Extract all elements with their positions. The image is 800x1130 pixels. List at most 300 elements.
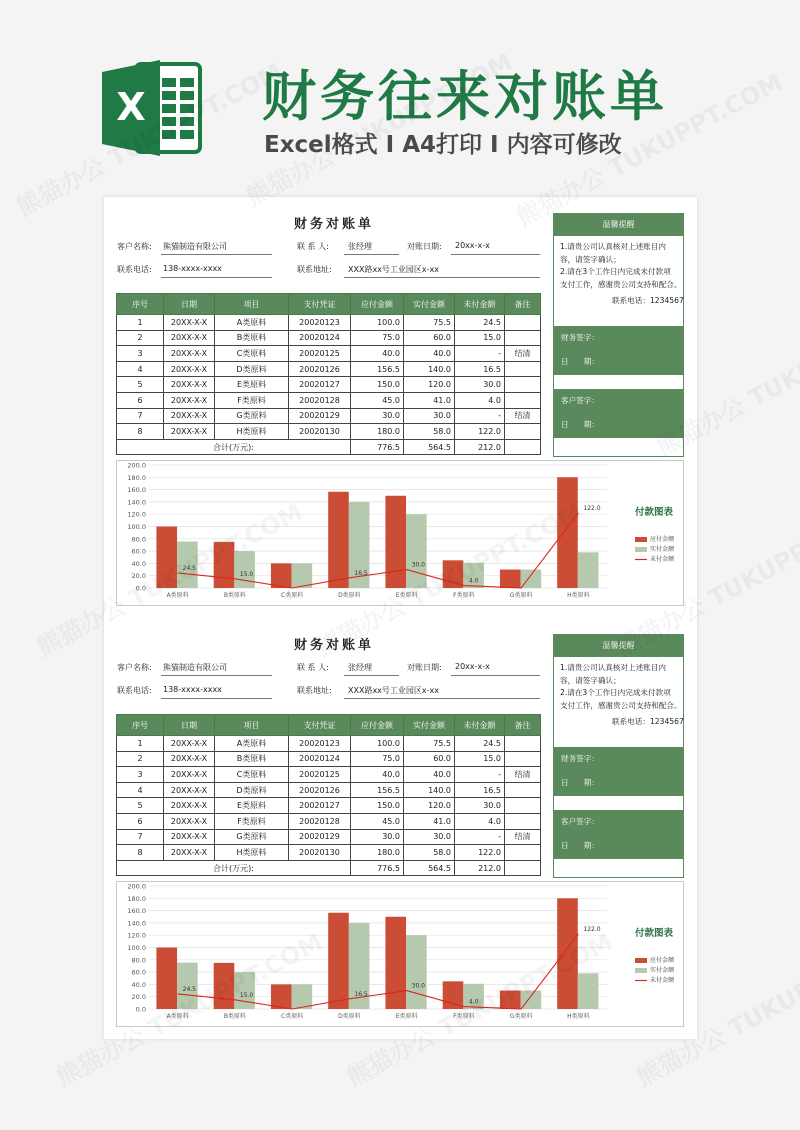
address-value: XXX路xx号工业园区x-xx	[348, 686, 439, 695]
column-header: 未付金额	[455, 294, 505, 315]
bar-due	[214, 963, 235, 1009]
y-tick-label: 40.0	[131, 980, 146, 989]
data-label-unpaid: 15.0	[239, 570, 254, 578]
table-cell: G类原料	[215, 408, 289, 424]
reminder-panel	[553, 213, 684, 457]
chart-title: 付款图表	[635, 928, 674, 939]
doc-title: 财务对账单	[293, 638, 374, 653]
underline	[344, 698, 540, 699]
page-title: 财务往来对账单	[262, 65, 668, 128]
table-cell: 4.0	[455, 392, 505, 408]
table-cell: 20020124	[289, 330, 351, 346]
legend-label: 应付金额	[650, 957, 675, 964]
bar-due	[500, 570, 521, 588]
bar-due	[328, 913, 349, 1009]
x-tick-label: B类原料	[223, 1013, 246, 1020]
customer-sign-box	[554, 389, 683, 438]
reminder-phone: 联系电话：1234567	[612, 717, 684, 726]
table-cell: 180.0	[351, 424, 404, 440]
finance-date-label: 日 期：	[561, 357, 599, 366]
table-cell: F类原料	[215, 813, 289, 829]
bar-paid	[406, 935, 427, 1009]
table-body	[117, 315, 541, 455]
bar-paid	[292, 984, 313, 1009]
data-label-unpaid: 4.0	[468, 577, 479, 585]
total-unpaid: 212.0	[455, 439, 505, 455]
table-row	[117, 315, 541, 331]
reminder-text: 1.请贵公司认真核对上述账目内 容，请签字确认； 2.请在3个工作日内完成未付款项 支付工作，感谢贵公司支持和配合。	[560, 242, 682, 289]
table-cell: 6	[117, 392, 164, 408]
phone-value: 138-xxxx-xxxx	[163, 685, 222, 694]
underline	[451, 675, 540, 676]
table-body	[117, 736, 541, 876]
table-cell	[505, 330, 541, 346]
bar-due	[443, 560, 464, 588]
table-cell: 60.0	[404, 751, 455, 767]
ledger-sheet	[104, 197, 697, 1039]
underline	[161, 277, 272, 278]
finance-date-label: 日 期：	[561, 778, 599, 787]
table-cell: 2	[117, 751, 164, 767]
table-row	[117, 736, 541, 752]
y-tick-label: 120.0	[127, 510, 146, 519]
table-cell: 20XX-X-X	[164, 813, 215, 829]
table-cell: 100.0	[351, 315, 404, 331]
finance-sign-box	[554, 326, 683, 375]
data-label-unpaid: 122.0	[583, 925, 601, 933]
y-tick-label: 140.0	[127, 498, 146, 507]
y-tick-label: 180.0	[127, 894, 146, 903]
ledger-table	[116, 293, 541, 455]
table-cell: 20XX-X-X	[164, 845, 215, 861]
column-header: 项目	[215, 294, 289, 315]
table-cell: 结清	[505, 829, 541, 845]
legend-swatch	[635, 968, 647, 973]
table-cell: 20020128	[289, 392, 351, 408]
x-tick-label: C类原料	[281, 1013, 304, 1020]
table-cell: 结清	[505, 408, 541, 424]
table-cell: 20XX-X-X	[164, 767, 215, 783]
table-cell: 3	[117, 346, 164, 362]
table-row	[117, 751, 541, 767]
table-cell: 15.0	[455, 751, 505, 767]
underline	[161, 254, 272, 255]
table-cell: 20020125	[289, 767, 351, 783]
legend-swatch	[635, 547, 647, 552]
table-cell: 1	[117, 736, 164, 752]
column-header: 应付金额	[351, 294, 404, 315]
data-label-unpaid: 16.5	[354, 569, 368, 577]
column-header: 备注	[505, 715, 541, 736]
table-cell: 20020129	[289, 408, 351, 424]
data-label-unpaid: 30.0	[411, 561, 425, 569]
total-due: 776.5	[351, 860, 404, 876]
legend-label: 未付金额	[650, 556, 675, 563]
payment-chart-svg	[117, 461, 685, 607]
customer-value: 熊猫制造有限公司	[163, 242, 227, 251]
y-tick-label: 180.0	[127, 473, 146, 482]
table-cell: 24.5	[455, 736, 505, 752]
column-header: 支付凭证	[289, 715, 351, 736]
column-header: 日期	[164, 715, 215, 736]
bar-paid	[406, 514, 427, 588]
date-label: 对账日期:	[407, 242, 442, 251]
x-tick-label: D类原料	[338, 1013, 361, 1020]
table-cell: 150.0	[351, 377, 404, 393]
data-label-unpaid: 122.0	[583, 504, 601, 512]
total-paid: 564.5	[404, 860, 455, 876]
x-tick-label: C类原料	[281, 592, 304, 599]
table-cell: 75.5	[404, 315, 455, 331]
table-cell: 122.0	[455, 845, 505, 861]
table-cell: 40.0	[404, 346, 455, 362]
table-cell: 20020124	[289, 751, 351, 767]
table-row	[117, 845, 541, 861]
table-cell: 20XX-X-X	[164, 829, 215, 845]
table-cell: 20XX-X-X	[164, 408, 215, 424]
y-tick-label: 160.0	[127, 907, 146, 916]
bar-due	[271, 563, 292, 588]
reminder-heading: 温馨提醒	[554, 214, 683, 236]
table-cell: 8	[117, 424, 164, 440]
data-label-unpaid: 16.5	[354, 990, 368, 998]
table-cell: 结清	[505, 346, 541, 362]
table-cell: 2	[117, 330, 164, 346]
table-cell: G类原料	[215, 829, 289, 845]
table-cell: 30.0	[404, 408, 455, 424]
customer-sign-label: 客户签字：	[561, 396, 599, 405]
payment-chart-svg	[117, 882, 685, 1028]
finance-sign-label: 财务签字：	[561, 754, 599, 763]
data-label-unpaid: 4.0	[468, 998, 479, 1006]
bar-paid	[578, 973, 599, 1009]
table-cell: 20020127	[289, 798, 351, 814]
table-cell: 结清	[505, 767, 541, 783]
table-cell	[505, 798, 541, 814]
table-cell: 20XX-X-X	[164, 424, 215, 440]
y-tick-label: 160.0	[127, 486, 146, 495]
table-cell: D类原料	[215, 361, 289, 377]
legend-label: 实付金额	[650, 546, 675, 553]
table-cell: 156.5	[351, 361, 404, 377]
data-label-unpaid: 24.5	[182, 985, 196, 993]
column-header: 备注	[505, 294, 541, 315]
table-cell: 20XX-X-X	[164, 392, 215, 408]
total-due: 776.5	[351, 439, 404, 455]
x-tick-label: E类原料	[395, 1013, 418, 1020]
table-cell: -	[455, 767, 505, 783]
table-cell: 24.5	[455, 315, 505, 331]
date-label: 对账日期:	[407, 663, 442, 672]
table-row	[117, 377, 541, 393]
underline	[161, 698, 272, 699]
table-cell: 3	[117, 767, 164, 783]
table-row	[117, 767, 541, 783]
table-cell	[505, 377, 541, 393]
bar-paid	[578, 552, 599, 588]
table-cell: 40.0	[404, 767, 455, 783]
table-cell: 45.0	[351, 392, 404, 408]
data-label-unpaid: 24.5	[182, 564, 196, 572]
table-cell: 30.0	[351, 408, 404, 424]
underline	[344, 675, 399, 676]
table-cell	[505, 751, 541, 767]
y-tick-label: 200.0	[127, 461, 146, 470]
x-tick-label: A类原料	[166, 1013, 189, 1020]
table-cell: 20XX-X-X	[164, 377, 215, 393]
y-tick-label: 20.0	[131, 572, 146, 581]
customer-date-label: 日 期：	[561, 420, 599, 429]
payment-chart	[116, 460, 684, 606]
bar-due	[443, 981, 464, 1009]
y-tick-label: 40.0	[131, 559, 146, 568]
table-cell: D类原料	[215, 782, 289, 798]
y-tick-label: 80.0	[131, 956, 146, 965]
y-tick-label: 0.0	[135, 1005, 146, 1014]
total-paid: 564.5	[404, 439, 455, 455]
table-cell: 140.0	[404, 361, 455, 377]
table-cell	[505, 392, 541, 408]
x-tick-label: H类原料	[567, 592, 590, 599]
total-unpaid: 212.0	[455, 860, 505, 876]
x-tick-label: B类原料	[223, 592, 246, 599]
table-cell: H类原料	[215, 845, 289, 861]
total-label: 合计(万元):	[117, 860, 351, 876]
reminder-heading: 温馨提醒	[554, 635, 683, 657]
table-cell: 41.0	[404, 813, 455, 829]
table-row	[117, 392, 541, 408]
table-cell: -	[455, 408, 505, 424]
table-row	[117, 361, 541, 377]
total-row	[117, 439, 541, 455]
underline	[344, 254, 399, 255]
table-cell: H类原料	[215, 424, 289, 440]
address-label: 联系地址:	[297, 686, 332, 695]
customer-label: 客户名称:	[117, 663, 152, 672]
table-cell: 120.0	[404, 377, 455, 393]
table-row	[117, 330, 541, 346]
column-header: 项目	[215, 715, 289, 736]
table-cell: B类原料	[215, 330, 289, 346]
phone-value: 138-xxxx-xxxx	[163, 264, 222, 273]
ledger-table	[116, 714, 541, 876]
total-note	[505, 439, 541, 455]
table-cell	[505, 782, 541, 798]
table-cell: A类原料	[215, 736, 289, 752]
table-header-row	[117, 294, 541, 315]
table-cell	[505, 424, 541, 440]
bar-paid	[292, 563, 313, 588]
legend-label: 未付金额	[650, 977, 675, 984]
table-cell: 15.0	[455, 330, 505, 346]
y-tick-label: 0.0	[135, 584, 146, 593]
finance-sign-box	[554, 747, 683, 796]
table-cell: 20XX-X-X	[164, 346, 215, 362]
data-label-unpaid: 30.0	[411, 982, 425, 990]
y-tick-label: 100.0	[127, 523, 146, 531]
underline	[344, 277, 540, 278]
contact-value: 张经理	[348, 242, 372, 251]
table-cell: C类原料	[215, 767, 289, 783]
table-cell: 4	[117, 361, 164, 377]
bar-due	[500, 991, 521, 1009]
legend-swatch	[635, 537, 647, 542]
payment-chart	[116, 881, 684, 1027]
column-header: 实付金额	[404, 294, 455, 315]
x-tick-label: G类原料	[509, 1013, 533, 1020]
underline	[451, 254, 540, 255]
reminder-text: 1.请贵公司认真核对上述账目内 容，请签字确认； 2.请在3个工作日内完成未付款项 支付工作，感谢贵公司支持和配合。	[560, 663, 682, 710]
table-cell: 60.0	[404, 330, 455, 346]
table-cell: 4	[117, 782, 164, 798]
table-cell: 75.0	[351, 330, 404, 346]
table-row	[117, 782, 541, 798]
table-cell: 100.0	[351, 736, 404, 752]
ledger-block	[104, 197, 697, 617]
reminder-panel	[553, 634, 684, 878]
table-cell	[505, 845, 541, 861]
table-cell: 58.0	[404, 845, 455, 861]
table-cell: -	[455, 346, 505, 362]
total-row	[117, 860, 541, 876]
table-cell: -	[455, 829, 505, 845]
y-tick-label: 120.0	[127, 931, 146, 940]
table-cell: 40.0	[351, 767, 404, 783]
table-cell: 75.5	[404, 736, 455, 752]
contact-label: 联 系 人:	[297, 242, 329, 251]
table-cell: 20XX-X-X	[164, 330, 215, 346]
total-note	[505, 860, 541, 876]
table-cell: C类原料	[215, 346, 289, 362]
x-tick-label: E类原料	[395, 592, 418, 599]
bar-due	[328, 492, 349, 588]
table-cell: B类原料	[215, 751, 289, 767]
column-header: 序号	[117, 715, 164, 736]
table-cell: 1	[117, 315, 164, 331]
table-cell: 20020128	[289, 813, 351, 829]
legend-swatch	[635, 958, 647, 963]
table-cell: 20XX-X-X	[164, 782, 215, 798]
table-cell: A类原料	[215, 315, 289, 331]
table-cell	[505, 736, 541, 752]
x-tick-label: D类原料	[338, 592, 361, 599]
table-cell: 20020129	[289, 829, 351, 845]
table-cell: 7	[117, 829, 164, 845]
customer-sign-label: 客户签字：	[561, 817, 599, 826]
table-cell: 20XX-X-X	[164, 798, 215, 814]
bar-due	[557, 898, 578, 1009]
table-cell: 4.0	[455, 813, 505, 829]
table-cell: 122.0	[455, 424, 505, 440]
excel-logo-icon	[102, 58, 204, 158]
bar-due	[271, 984, 292, 1009]
table-cell: F类原料	[215, 392, 289, 408]
table-cell: 20020126	[289, 361, 351, 377]
table-cell: 20020123	[289, 736, 351, 752]
chart-title: 付款图表	[635, 507, 674, 518]
table-cell: 20020130	[289, 424, 351, 440]
page-subtitle: Excel格式 I A4打印 I 内容可修改	[264, 132, 622, 158]
customer-date-label: 日 期：	[561, 841, 599, 850]
table-cell: 120.0	[404, 798, 455, 814]
table-cell	[505, 315, 541, 331]
table-cell: 20020126	[289, 782, 351, 798]
table-cell: 20XX-X-X	[164, 361, 215, 377]
x-tick-label: H类原料	[567, 1013, 590, 1020]
legend-label: 实付金额	[650, 967, 675, 974]
table-cell: 180.0	[351, 845, 404, 861]
column-header: 支付凭证	[289, 294, 351, 315]
table-row	[117, 424, 541, 440]
table-cell: 20020125	[289, 346, 351, 362]
table-cell: 8	[117, 845, 164, 861]
table-cell: 30.0	[404, 829, 455, 845]
reminder-phone: 联系电话：1234567	[612, 296, 684, 305]
column-header: 实付金额	[404, 715, 455, 736]
table-row	[117, 346, 541, 362]
table-row	[117, 408, 541, 424]
table-cell: 150.0	[351, 798, 404, 814]
table-cell: 20XX-X-X	[164, 751, 215, 767]
table-cell	[505, 361, 541, 377]
customer-value: 熊猫制造有限公司	[163, 663, 227, 672]
table-row	[117, 829, 541, 845]
customer-sign-box	[554, 810, 683, 859]
table-cell: 20020123	[289, 315, 351, 331]
x-tick-label: F类原料	[453, 1013, 475, 1020]
date-value: 20xx-x-x	[455, 662, 490, 671]
table-cell: 16.5	[455, 782, 505, 798]
doc-title: 财务对账单	[293, 217, 374, 232]
x-tick-label: A类原料	[166, 592, 189, 599]
address-value: XXX路xx号工业园区x-xx	[348, 265, 439, 274]
bar-paid	[234, 972, 255, 1009]
bar-due	[557, 477, 578, 588]
table-cell: 30.0	[351, 829, 404, 845]
y-tick-label: 100.0	[127, 944, 146, 952]
table-cell: 40.0	[351, 346, 404, 362]
bar-due	[156, 527, 177, 589]
bar-due	[385, 496, 406, 588]
table-cell: 30.0	[455, 377, 505, 393]
svg-text:X: X	[116, 85, 146, 129]
y-tick-label: 80.0	[131, 535, 146, 544]
table-cell: 5	[117, 798, 164, 814]
table-cell: 30.0	[455, 798, 505, 814]
total-label: 合计(万元):	[117, 439, 351, 455]
column-header: 应付金额	[351, 715, 404, 736]
y-tick-label: 60.0	[131, 968, 146, 977]
table-cell: 7	[117, 408, 164, 424]
table-cell: 6	[117, 813, 164, 829]
table-cell	[505, 813, 541, 829]
ledger-block	[104, 618, 697, 1038]
table-cell: 20XX-X-X	[164, 736, 215, 752]
column-header: 序号	[117, 294, 164, 315]
bar-due	[214, 542, 235, 588]
table-cell: E类原料	[215, 377, 289, 393]
page-header	[0, 0, 800, 190]
bar-paid	[234, 551, 255, 588]
table-cell: 41.0	[404, 392, 455, 408]
legend-label: 应付金额	[650, 536, 675, 543]
phone-label: 联系电话:	[117, 265, 152, 274]
table-cell: E类原料	[215, 798, 289, 814]
bar-due	[156, 948, 177, 1010]
underline	[161, 675, 272, 676]
phone-label: 联系电话:	[117, 686, 152, 695]
table-cell: 75.0	[351, 751, 404, 767]
